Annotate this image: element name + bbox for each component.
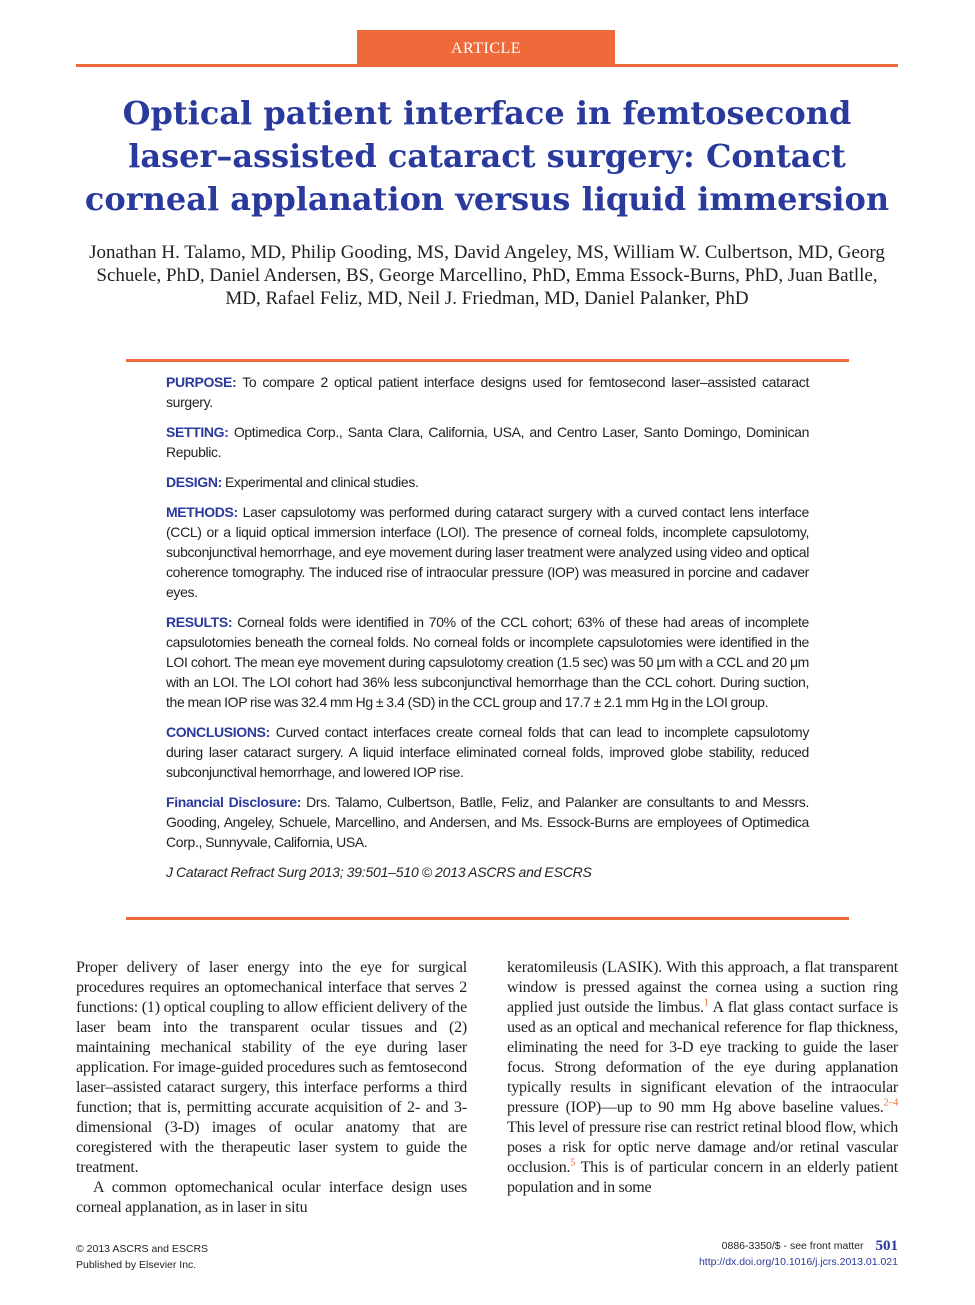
conclusions-text: Curved contact interfaces create corneal folds that can lead to incomplete capsulotomy during laser cataract surgery. A liquid interface eliminated corneal folds, improved globe stability, reduced subconjunctival hemorrhage, and lowered IOP rise. [166, 724, 810, 780]
results-text: Corneal folds were identified in 70% of the CCL cohort; 63% of these had areas of incomplete capsulotomies beneath the corneal folds. No corneal folds or incomplete capsulotomies were identified in the LOI cohort. The mean eye movement during capsulotomy creation (1.5 sec) was 50 μm with a CCL and 20 μm with an LOI. The LOI cohort had 36% less subconjunctival hemorrhage than the CCL cohort. During suction, the mean IOP rise was 32.4 mm Hg ± 3.4 (SD) in the CCL group and 17.7 ± 2.1 mm Hg in the LOI group. [166, 614, 809, 710]
journal-citation: J Cataract Refract Surg 2013; 39:501–510 © 2013 ASCRS and ESCRS [166, 864, 592, 880]
author-list: Jonathan H. Talamo, MD, Philip Gooding, MS, David Angeley, MS, William W. Culbertson, MD, Georg Schuele, PhD, Daniel Andersen, BS, George Marcellino, PhD, Emma Essock-Burns, PhD, Juan Batlle, MD, Rafael Feliz, MD, Neil J. Friedman, MD, Daniel Palanker, PhD [89, 242, 885, 309]
abstract-methods [166, 502, 809, 602]
footer-left [76, 1241, 208, 1273]
body-text: This level of pressure rise can restrict retinal blood flow, which poses a risk for optic nerve damage and/or retinal vascular occlusion. [507, 1119, 898, 1176]
abstract-setting [166, 422, 809, 462]
purpose-text: To compare 2 optical patient interface designs used for femtosecond laser–assisted cataract surgery. [166, 374, 809, 410]
body-column-right [507, 958, 898, 1198]
reference-link[interactable]: 1 [703, 997, 709, 1009]
issn: 0886-3350/$ - see front matter [721, 1240, 864, 1253]
abstract-design [166, 472, 809, 492]
design-label: DESIGN: [166, 474, 222, 490]
conclusions-label: CONCLUSIONS: [166, 724, 270, 740]
abstract-results [166, 612, 809, 712]
body-text: A flat glass contact surface is used as an optical and mechanical reference for flap thickness, eliminating the need for 3-D eye tracking to guide the laser focus. Strong deformation of the eye during applanation typically results in significant elevation of the intraocular pressure (IOP)—up to 90 mm Hg above baseline values. [507, 999, 898, 1116]
abstract [166, 372, 809, 892]
setting-text: Optimedica Corp., Santa Clara, California, USA, and Centro Laser, Santo Domingo, Dominican Republic. [166, 424, 810, 460]
header-rule [76, 64, 898, 67]
body-column-left [76, 958, 467, 1218]
disclosure-label: Financial Disclosure: [166, 794, 302, 810]
abstract-bottom-rule [126, 917, 849, 920]
purpose-label: PURPOSE: [166, 374, 237, 390]
issn-line [699, 1238, 898, 1254]
methods-text: Laser capsulotomy was performed during cataract surgery with a curved contact lens interface (CCL) or a liquid optical immersion interface (LOI). The presence of corneal folds, incomplete capsulotomy, subconjunctival hemorrhage, and eye movement during laser treatment were analyzed using video and optical coherence tomography. The induced rise of intraocular pressure (IOP) was measured in porcine and cadaver eyes. [166, 504, 809, 600]
body-text: This is of particular concern in an elderly patient population and in some [507, 1159, 898, 1196]
abstract-disclosure [166, 792, 809, 852]
publisher: Published by Elsevier Inc. [76, 1259, 197, 1271]
page-number: 501 [875, 1238, 898, 1255]
article-type-tab: ARTICLE [357, 30, 615, 64]
methods-label: METHODS: [166, 504, 238, 520]
abstract-top-rule [126, 359, 849, 362]
body-paragraph: A common optomechanical ocular interface design uses corneal applanation, as in laser in situ [76, 1179, 467, 1216]
body-text: keratomileusis (LASIK). With this approach, a flat transparent window is pressed against the cornea using a suction ring applied just outside the limbus. [507, 959, 898, 1016]
setting-label: SETTING: [166, 424, 229, 440]
reference-link[interactable]: 2–4 [883, 1097, 898, 1109]
body-paragraph [507, 958, 898, 1198]
design-text: Experimental and clinical studies. [224, 474, 419, 490]
copyright: © 2013 ASCRS and ESCRS [76, 1243, 209, 1255]
abstract-conclusions [166, 722, 809, 782]
article-title: Optical patient interface in femtosecond laser–assisted cataract surgery: Contact corneal applanation versus liquid immersion [84, 94, 890, 218]
results-label: RESULTS: [166, 614, 233, 630]
disclosure-text: Drs. Talamo, Culbertson, Batlle, Feliz, and Palanker are consultants to and Messrs. Gooding, Angeley, Schuele, Marcellino, and Andersen, and Ms. Essock-Burns are employees of Optimedica Corp., Sunnyvale, California, USA. [166, 794, 809, 850]
footer-right [699, 1238, 898, 1270]
reference-link[interactable]: 5 [570, 1157, 576, 1169]
abstract-purpose [166, 372, 809, 412]
body-paragraph: Proper delivery of laser energy into the eye for surgical procedures requires an optomechanical interface that serves 2 functions: (1) optical coupling to allow efficient delivery of the laser beam into the transparent ocular tissues and (2) maintaining mechanical stability of the eye during laser application. For image-guided procedures such as femtosecond laser–assisted cataract surgery, this interface performs a third function; that is, permitting accurate acquisition of 2- and 3-dimensional (3-D) images of ocular anatomy that are coregistered with the therapeutic laser system to guide the treatment. [76, 959, 467, 1176]
doi-link[interactable]: http://dx.doi.org/10.1016/j.jcrs.2013.01.021 [698, 1256, 898, 1269]
